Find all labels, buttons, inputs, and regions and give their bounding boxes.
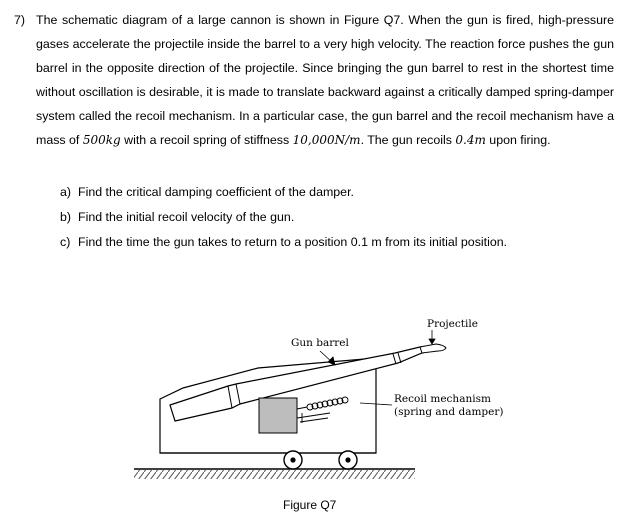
part-c-text: Find the time the gun takes to return to a position 0.1 m from its initial position. — [78, 235, 508, 249]
question-text-part-3: . The gun recoils — [360, 133, 456, 147]
recoil-value: 0.4m — [455, 133, 486, 147]
question-text-part-1: The schematic diagram of a large cannon is shown in Figure Q7. When the gun is fired, high-pressure gases accelerate the projectile inside the barrel to a very high velocity. The reaction force pushes the gun barrel in the opposite direction of the projectile. Since bringing the gun barrel to rest in the shortest time without oscillation is desirable, it is made to translate backward against a critically damped spring-damper system called the recoil mechanism. In a particular case, the gun barrel and the recoil mechanism have a mass of — [36, 13, 614, 147]
left-wheel — [284, 451, 302, 469]
gun-barrel-label: Gun barrel — [291, 337, 349, 349]
figure-caption: Figure Q7 — [283, 498, 337, 512]
stiffness-value: 10,000N/m — [292, 133, 361, 147]
recoil-mechanism-label: Recoil mechanism — [394, 393, 491, 405]
question-number: 7) — [14, 13, 26, 27]
recoil-block — [259, 398, 297, 433]
recoil-mechanism-sublabel: (spring and damper) — [394, 406, 504, 418]
right-wheel — [339, 451, 357, 469]
part-c-label: c) — [60, 235, 71, 249]
ground — [134, 469, 415, 479]
question-text-part-2: with a recoil spring of stiffness — [120, 133, 293, 147]
part-b-label: b) — [60, 210, 72, 224]
question-text-part-4: upon firing. — [485, 133, 551, 147]
part-b-text: Find the initial recoil velocity of the gun. — [78, 210, 295, 224]
part-a-label: a) — [60, 185, 72, 199]
projectile — [420, 344, 446, 353]
mass-value: 500kg — [82, 133, 121, 147]
part-a-text: Find the critical damping coefficient of the damper. — [78, 185, 354, 199]
projectile-label: Projectile — [427, 318, 478, 330]
